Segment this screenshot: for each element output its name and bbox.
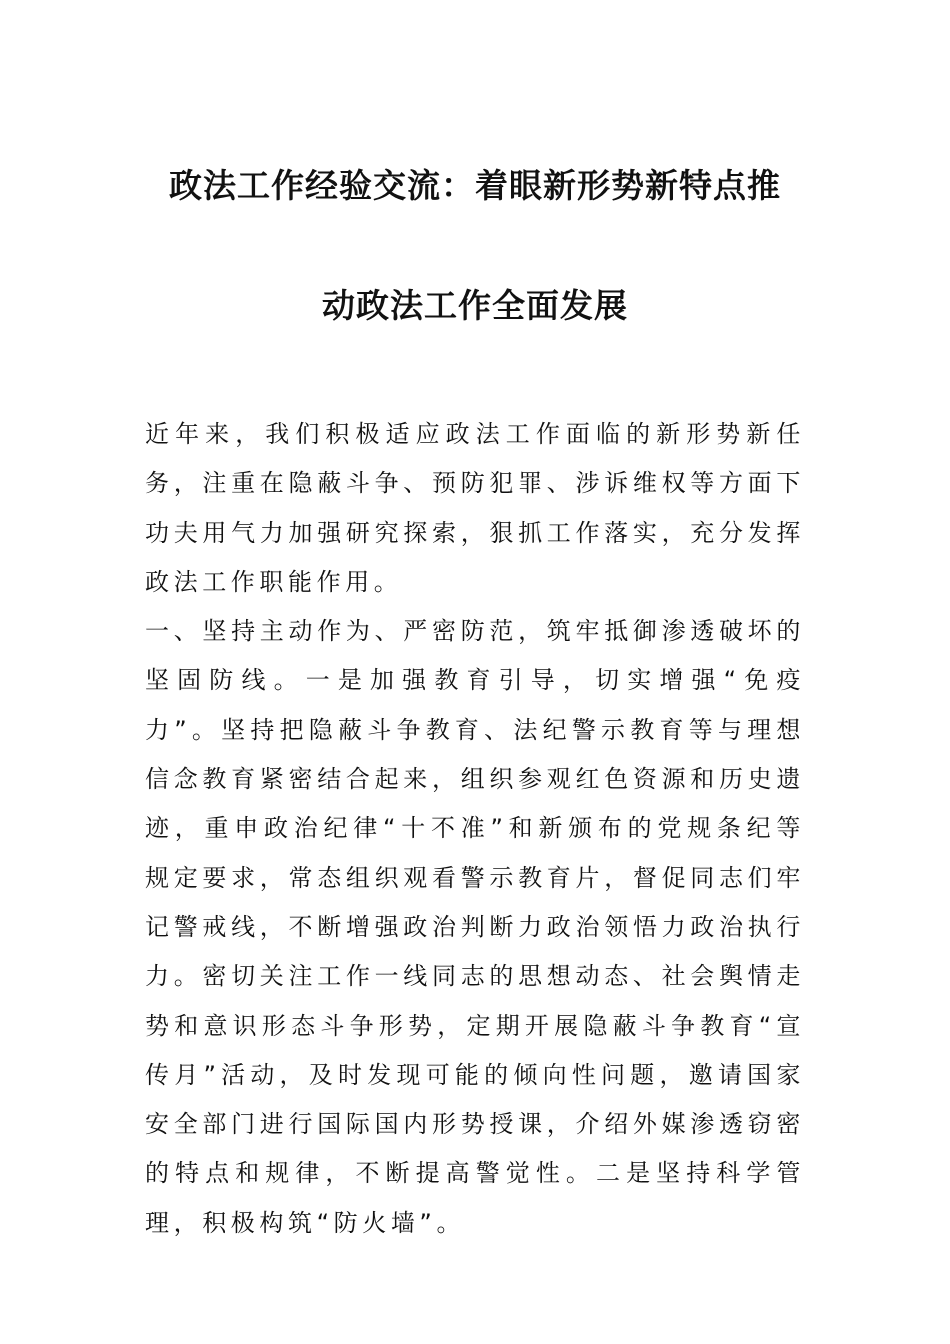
document-body (145, 410, 805, 1248)
body-paragraph-section-1: 一、坚持主动作为、严密防范，筑牢抵御渗透破坏的坚固防线。一是加强教育引导，切实增强“免疫力”。坚持把隐蔽斗争教育、法纪警示教育等与理想信念教育紧密结合起来，组织参观红色资源和历史遗迹，重申政治纪律“十不准”和新颁布的党规条纪等规定要求，常态组织观看警示教育片，督促同志们牢记警戒线，不断增强政治判断力政治领悟力政治执行力。密切关注工作一线同志的思想动态、社会舆情走势和意识形态斗争形势，定期开展隐蔽斗争教育“宣传月”活动，及时发现可能的倾向性问题，邀请国家安全部门进行国际国内形势授课，介绍外媒渗透窃密的特点和规律，不断提高警觉性。二是坚持科学管理，积极构筑“防火墙”。 (145, 617, 805, 1237)
body-paragraph-intro: 近年来，我们积极适应政法工作面临的新形势新任务，注重在隐蔽斗争、预防犯罪、涉诉维权等方面下功夫用气力加强研究探索，狠抓工作落实，充分发挥政法工作职能作用。 (145, 420, 805, 596)
document-title-line-2: 动政法工作全面发展 (322, 286, 628, 325)
document-title-line-1: 政法工作经验交流：着眼新形势新特点推 (169, 166, 781, 205)
